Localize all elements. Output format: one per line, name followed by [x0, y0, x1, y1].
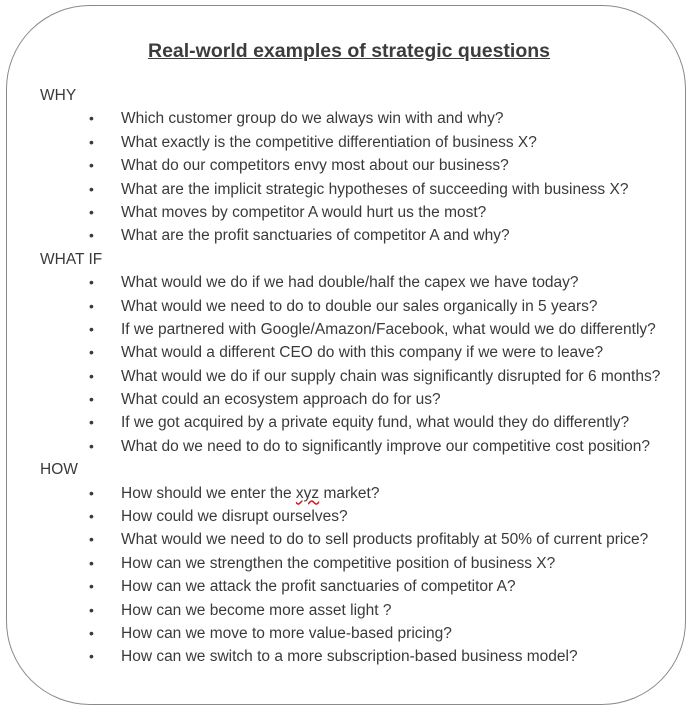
bullet-icon: •	[89, 601, 94, 618]
list-item	[0, 131, 698, 154]
bullet-icon: •	[89, 484, 94, 501]
bullet-icon: •	[89, 414, 94, 431]
bullet-icon: •	[89, 578, 94, 595]
list-item	[0, 411, 698, 434]
bullet-icon: •	[89, 508, 94, 525]
list-item-text: If we partnered with Google/Amazon/Facebook, what would we do differently?	[121, 320, 656, 338]
list-item	[0, 435, 698, 458]
list-item-text: How could we disrupt ourselves?	[121, 508, 348, 526]
bullet-icon: •	[89, 274, 94, 291]
list-item	[0, 528, 698, 551]
list-item-text: What would we need to do to sell products profitably at 50% of current price?	[121, 531, 649, 549]
spellcheck-word: xyz	[295, 484, 320, 502]
list-item	[0, 575, 698, 598]
list-item-text: What exactly is the competitive differentiation of business X?	[121, 133, 537, 151]
list-item-text: Which customer group do we always win with and why?	[121, 110, 504, 128]
list-item	[0, 341, 698, 364]
bullet-icon: •	[89, 391, 94, 408]
bullet-icon: •	[89, 180, 94, 197]
list-item-text: What would we do if we had double/half the capex we have today?	[121, 274, 579, 292]
list-item	[0, 178, 698, 201]
list-item	[0, 224, 698, 247]
list-item	[0, 388, 698, 411]
list-item-text: What moves by competitor A would hurt us the most?	[121, 203, 487, 221]
list-item	[0, 365, 698, 388]
list-item	[0, 295, 698, 318]
list-item-text: How should we enter the xyz market?	[121, 484, 380, 502]
list-item-text: What would we do if our supply chain was significantly disrupted for 6 months?	[121, 367, 661, 385]
list-item	[0, 107, 698, 130]
list-item-text: What do our competitors envy most about our business?	[121, 157, 509, 175]
bullet-icon: •	[89, 344, 94, 361]
bullet-icon: •	[89, 648, 94, 665]
list-item	[0, 201, 698, 224]
list-item-text: How can we attack the profit sanctuaries of competitor A?	[121, 578, 516, 596]
list-item	[0, 482, 698, 505]
list-item	[0, 318, 698, 341]
bullet-icon: •	[89, 320, 94, 337]
bullet-icon: •	[89, 554, 94, 571]
list-item-text: How can we move to more value-based pricing?	[121, 624, 452, 642]
page-title: Real-world examples of strategic questions	[147, 40, 551, 62]
list-item-text: What are the implicit strategic hypotheses of succeeding with business X?	[121, 180, 629, 198]
bullet-icon: •	[89, 203, 94, 220]
bullet-icon: •	[89, 437, 94, 454]
bullet-icon: •	[89, 157, 94, 174]
bullet-icon: •	[89, 133, 94, 150]
list-item	[0, 552, 698, 575]
list-item-text: What would we need to do to double our sales organically in 5 years?	[121, 297, 598, 315]
list-item	[0, 505, 698, 528]
section-heading-why: WHY	[40, 87, 77, 104]
list-item-text: If we got acquired by a private equity fund, what would they do differently?	[121, 414, 630, 432]
section-heading-how: HOW	[40, 461, 78, 479]
list-item-text: What do we need to do to significantly improve our competitive cost position?	[121, 437, 650, 455]
list-item-text: What could an ecosystem approach do for us?	[121, 391, 441, 409]
bullet-icon: •	[89, 297, 94, 314]
list-item	[0, 271, 698, 294]
bullet-icon: •	[89, 531, 94, 548]
list-item	[0, 622, 698, 645]
list-item-text: What would a different CEO do with this company if we were to leave?	[121, 344, 604, 362]
section-heading-what-if: WHAT IF	[40, 250, 103, 268]
list-item	[0, 154, 698, 177]
bullet-icon: •	[89, 110, 94, 127]
list-item	[0, 599, 698, 622]
list-item-text: How can we strengthen the competitive position of business X?	[121, 554, 556, 572]
list-item-text: How can we switch to a more subscription-based business model?	[121, 648, 578, 666]
list-item-text: What are the profit sanctuaries of competitor A and why?	[121, 227, 510, 245]
list-item	[0, 645, 698, 668]
bullet-icon: •	[89, 367, 94, 384]
list-item-text: How can we become more asset light ?	[121, 601, 392, 619]
bullet-icon: •	[89, 624, 94, 641]
bullet-icon: •	[89, 227, 94, 244]
question-list	[0, 84, 698, 669]
